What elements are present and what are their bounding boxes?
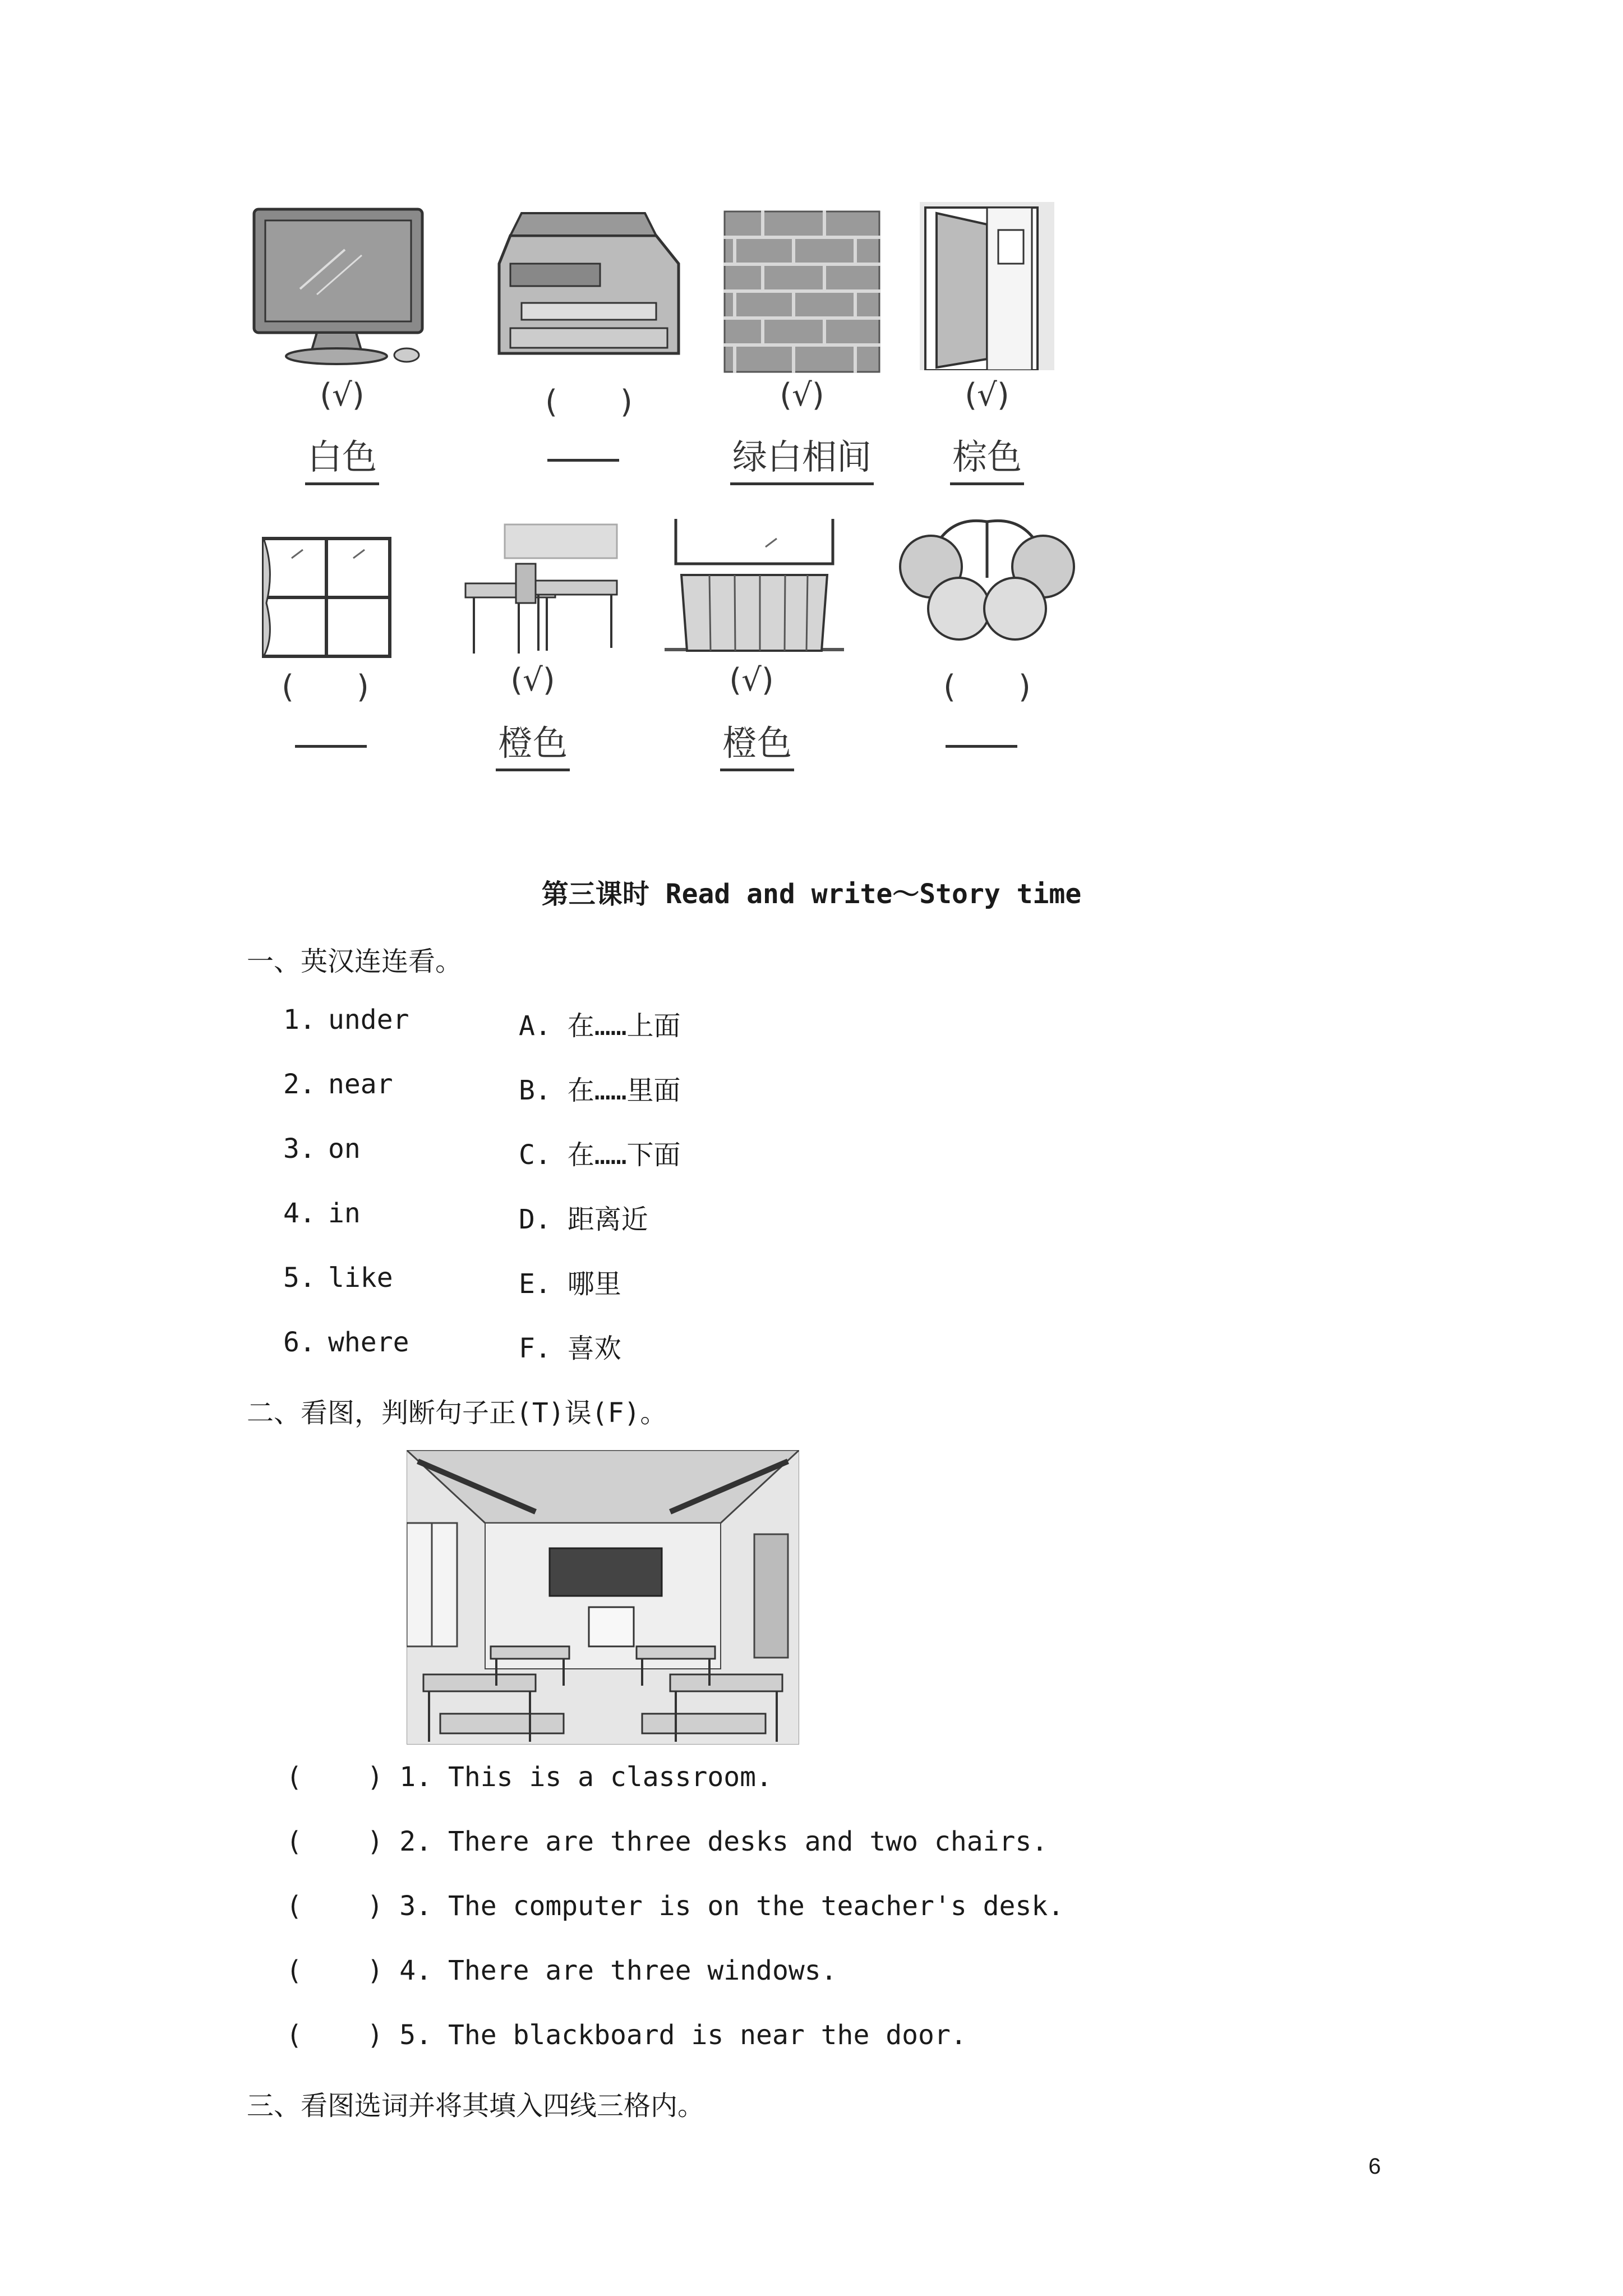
monitor-icon [250, 205, 429, 373]
match-num: 4. [283, 1198, 316, 1229]
word-row1-4: 棕色 [892, 429, 1082, 485]
match-chinese: D. 距离近 [519, 1204, 648, 1235]
match-chinese: B. 在……里面 [519, 1075, 681, 1106]
desk-chair-icon [460, 519, 628, 659]
tf-item-3: ( ) 3. The computer is on the teacher's desk. [286, 1890, 1064, 1922]
word-row1-2 [488, 429, 679, 470]
match-english: near [328, 1069, 393, 1100]
word-row2-1 [236, 715, 426, 756]
lesson-title: 第三课时 Read and write～Story time [541, 878, 1082, 910]
door-icon [920, 202, 1054, 370]
section1-heading: 一、英汉连连看。 [247, 946, 463, 977]
paren-row1-4: (√) [965, 377, 1009, 413]
classroom-icon [407, 1450, 799, 1745]
paren-row1-3: (√) [780, 377, 824, 413]
match-num: 2. [283, 1069, 316, 1100]
match-num: 1. [283, 1004, 316, 1036]
tf-item-4: ( ) 4. There are three windows. [286, 1955, 837, 1986]
match-english: where [328, 1327, 409, 1358]
paren-row2-1: ( ) [282, 669, 369, 705]
match-num: 3. [283, 1133, 316, 1165]
word-row2-2: 橙色 [437, 715, 628, 771]
paren-row1-1: (√) [320, 377, 365, 413]
word-row2-3: 橙色 [662, 715, 852, 771]
window-icon [258, 536, 393, 659]
match-chinese: A. 在……上面 [519, 1010, 681, 1042]
match-english: like [328, 1262, 393, 1294]
tf-item-5: ( ) 5. The blackboard is near the door. [286, 2019, 967, 2051]
wall-icon [723, 210, 880, 373]
teachers-desk-icon [665, 513, 844, 659]
printer-icon [488, 202, 690, 370]
match-english: on [328, 1133, 361, 1165]
match-num: 6. [283, 1327, 316, 1358]
match-num: 5. [283, 1262, 316, 1294]
match-english: in [328, 1198, 361, 1229]
match-chinese: C. 在……下面 [519, 1139, 681, 1171]
tf-item-2: ( ) 2. There are three desks and two chairs. [286, 1826, 1048, 1857]
paren-row2-2: (√) [510, 662, 555, 698]
match-english: under [328, 1004, 409, 1036]
paren-row2-3: (√) [729, 662, 774, 698]
word-row1-3: 绿白相间 [707, 429, 897, 485]
page-number: 6 [1368, 2154, 1381, 2179]
paren-row1-2: ( ) [545, 384, 633, 420]
match-chinese: E. 哪里 [519, 1268, 621, 1300]
paren-row2-4: ( ) [943, 669, 1031, 705]
match-chinese: F. 喜欢 [519, 1333, 621, 1364]
word-row2-4 [886, 715, 1077, 756]
word-row1-1: 白色 [247, 429, 437, 485]
tf-item-1: ( ) 1. This is a classroom. [286, 1761, 772, 1793]
section3-heading: 三、看图选词并将其填入四线三格内。 [247, 2090, 705, 2122]
section2-heading: 二、看图，判断句子正(T)误(F)。 [247, 1397, 667, 1429]
lamp-icon [897, 510, 1077, 651]
